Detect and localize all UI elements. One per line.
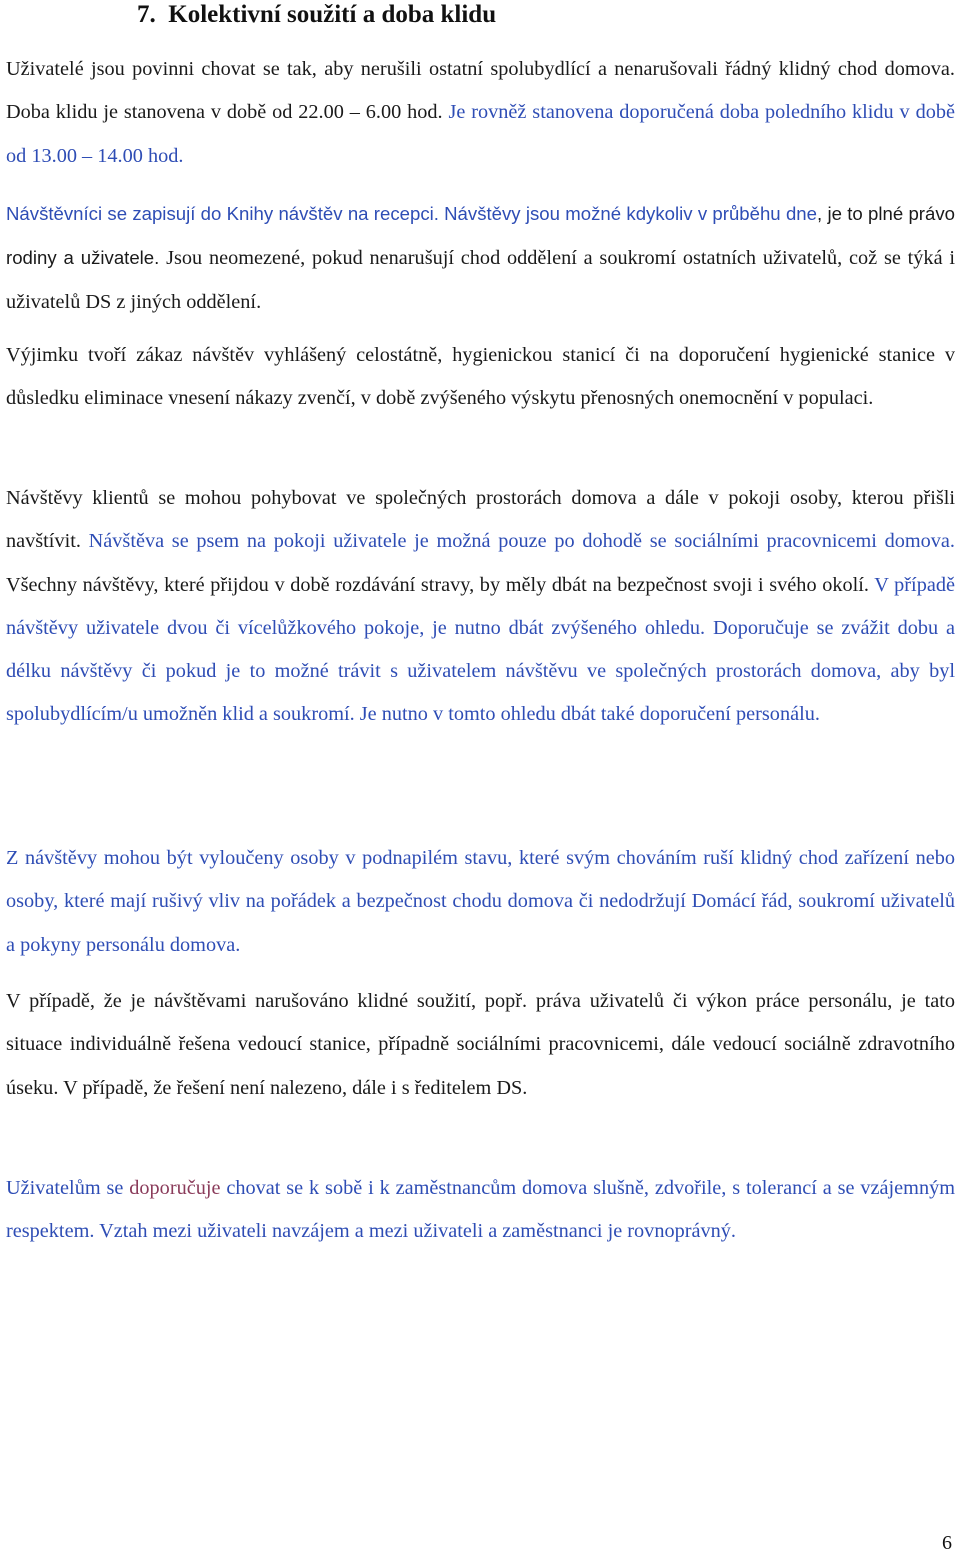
visitor-movement-text: Návštěvy klientů se mohou pohybovat ve společných prostorách domova a dále v pokoji osoby, kterou přišli navštívit. [6,487,955,553]
unlimited-visits-text: Jsou neomezené, pokud nenarušují chod oddělení a soukromí ostatních uživatelů, což se týká i uživatelů DS z jiných oddělení. [6,247,955,313]
section-title: Kolektivní soužití a doba klidu [168,1,497,28]
respect-text-end: chovat se k sobě i k zaměstnancům domova slušně, zdvořile, s tolerancí a se vzájemným respektem. Vztah mezi uživateli navzájem a mezi uživateli a zaměstnanci je rovnoprávný. [6,1177,956,1243]
noon-rest-text: Je rovněž stanovena doporučená doba poledního klidu v době od 13.00 – 14.00 hod. [6,101,955,167]
quiet-hours-text: Uživatelé jsou povinni chovat se tak, aby nerušili ostatní spolubydlící a nenarušovali řádný klidný chod domova. Doba klidu je stanovena v době od 22.00 – 6.00 hod. [6,58,955,124]
family-right-text: , je to plné právo rodiny a uživatele. [6,203,955,269]
section-number: 7. [137,1,156,28]
visit-ban-text: Výjimku tvoří zákaz návštěv vyhlášený celostátně, hygienickou stanicí či na doporučení hygienické stanice v důsledku eliminace vnesení nákazy zvenčí, v době zvýšeného výskytu přenosných onemocnění v populaci. [6,344,955,410]
exclusion-text: Z návštěvy mohou být vyloučeny osoby v podnapilém stavu, které svým chováním ruší klidný chod zařízení nebo osoby, které mají rušivý vliv na pořádek a bezpečnost chodu domova či nedodržují Domácí řád, soukromí uživatelů a pokyny personálu domova. [6,847,955,956]
section-heading [137,0,496,30]
paragraph-disturbance [6,980,955,1110]
paragraph-quiet-hours [6,48,955,178]
recommend-word: doporučuje [129,1177,221,1199]
respect-text-start: Uživatelům se [6,1177,130,1199]
page-number: 6 [942,1532,952,1554]
visitor-register-text: Návštěvníci se zapisují do Knihy návštěv na recepci. [6,203,439,224]
paragraph-exclusion [6,837,955,967]
paragraph-visits [6,192,955,324]
shared-room-text: V případě návštěvy uživatele dvou či vícelůžkového pokoje, je nutno dbát zvýšeného ohledu. Doporučuje se zvážit dobu a délku návštěvy či pokud je to možné trávit s uživatelem návštěvu ve společných prostorách domova, aby byl spolubydlícím/u umožněn klid a soukromí. Je nutno v tomto ohledu dbát také doporučení personálu. [6,573,955,726]
paragraph-visit-ban [6,334,955,421]
dog-visit-text: Návštěva se psem na pokoji uživatele je možná pouze po dohodě se sociálními pracovnicemi domova. [88,530,955,553]
visiting-hours-text: Návštěvy jsou možné kdykoliv v průběhu dne [444,203,817,224]
paragraph-respect [6,1167,955,1254]
disturbance-text: V případě, že je návštěvami narušováno klidné soužití, popř. práva uživatelů či výkon práce personálu, je tato situace individuálně řešena vedoucí stanice, případně sociálními pracovnicemi, dále vedoucí sociálně zdravotního úseku. V případě, že řešení není nalezeno, dále i s ředitelem DS. [6,990,955,1099]
paragraph-visitor-movement [6,477,955,737]
meal-time-text: Všechny návštěvy, které přijdou v době rozdávání stravy, by měly dbát na bezpečnost svoji i svého okolí. [6,573,869,596]
